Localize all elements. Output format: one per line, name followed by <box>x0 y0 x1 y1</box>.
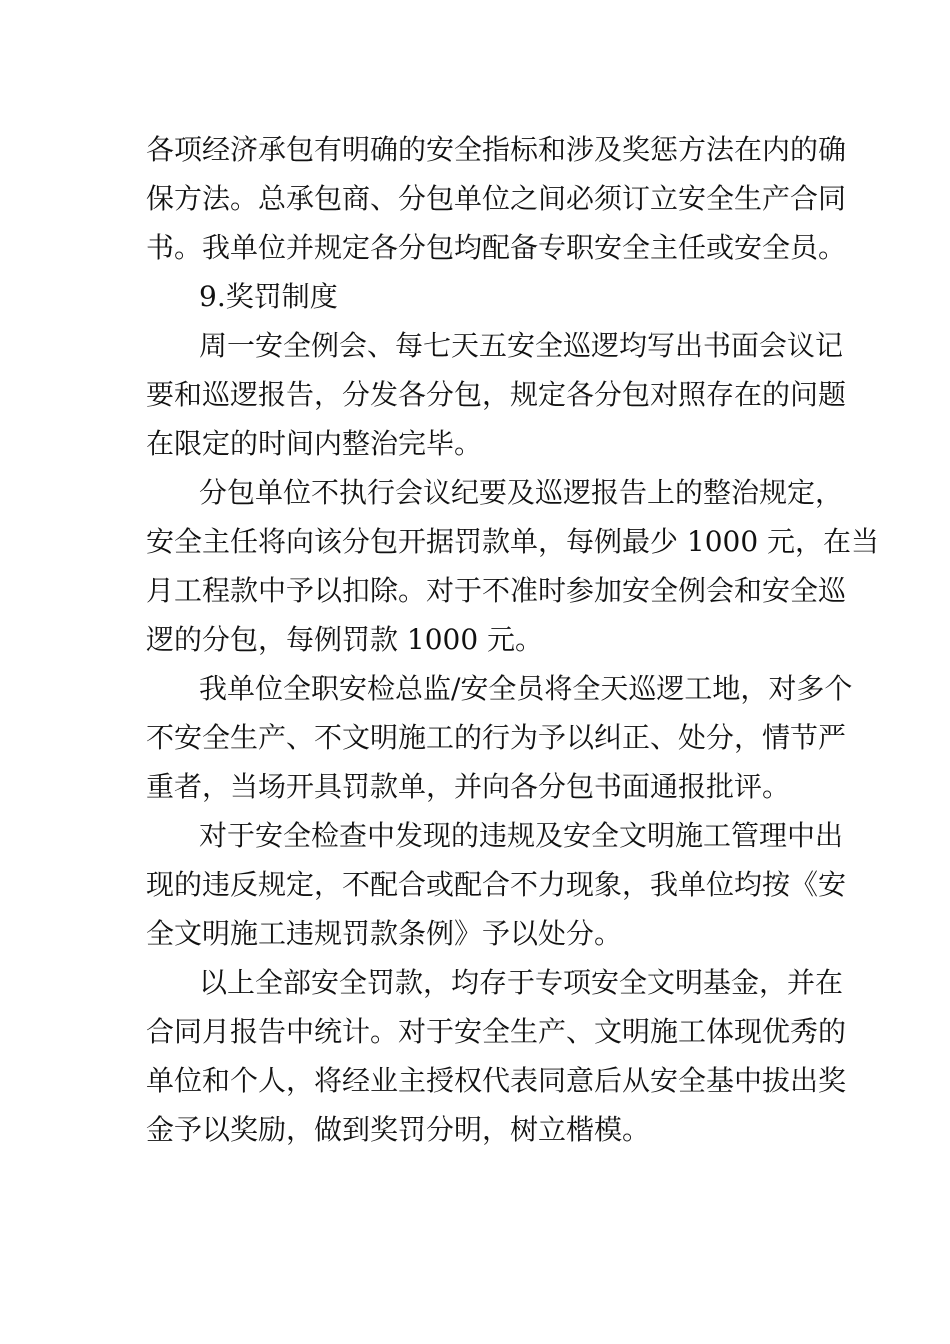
text-line: 各项经济承包有明确的安全指标和涉及奖惩方法在内的确 <box>146 133 847 166</box>
document-body <box>146 125 880 1154</box>
text-line: 重者，当场开具罚款单，并向各分包书面通报批评。 <box>146 770 791 803</box>
text-line: 保方法。总承包商、分包单位之间必须订立安全生产合同 <box>146 182 847 215</box>
text-line: 全文明施工违规罚款条例》予以处分。 <box>146 917 623 950</box>
text-line: 月工程款中予以扣除。对于不准时参加安全例会和安全巡 <box>146 574 847 607</box>
text-line: 书。我单位并规定各分包均配备专职安全主任或安全员。 <box>146 231 847 264</box>
text-line: 在限定的时间内整治完毕。 <box>146 427 483 460</box>
text-line: 我单位全职安检总监/安全员将全天巡逻工地，对多个 <box>199 672 853 705</box>
section-heading: 9.奖罚制度 <box>199 280 338 313</box>
text-line: 不安全生产、不文明施工的行为予以纠正、处分，情节严 <box>146 721 847 754</box>
text-line: 分包单位不执行会议纪要及巡逻报告上的整治规定， <box>199 476 844 509</box>
text-line: 周一安全例会、每七天五安全巡逻均写出书面会议记 <box>199 329 844 362</box>
text-line: 金予以奖励，做到奖罚分明，树立楷模。 <box>146 1113 651 1146</box>
text-line: 现的违反规定，不配合或配合不力现象，我单位均按《安 <box>146 868 847 901</box>
text-line: 以上全部安全罚款，均存于专项安全文明基金，并在 <box>199 966 844 999</box>
text-line: 对于安全检查中发现的违规及安全文明施工管理中出 <box>199 819 844 852</box>
text-line: 单位和个人，将经业主授权代表同意后从安全基中拔出奖 <box>146 1064 847 1097</box>
text-line: 合同月报告中统计。对于安全生产、文明施工体现优秀的 <box>146 1015 847 1048</box>
text-line: 要和巡逻报告，分发各分包，规定各分包对照存在的问题 <box>146 378 847 411</box>
text-line: 逻的分包，每例罚款 1000 元。 <box>146 623 544 656</box>
text-line: 安全主任将向该分包开据罚款单，每例最少 1000 元，在当 <box>146 525 880 558</box>
